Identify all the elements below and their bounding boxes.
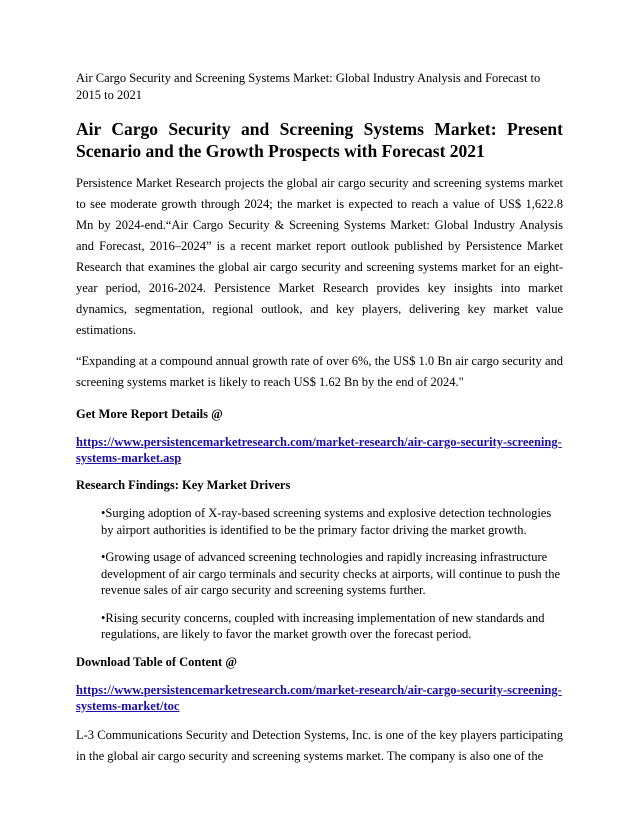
list-item: •Growing usage of advanced screening technologies and rapidly increasing infrastructure development of air cargo terminals and security checks at airports, will continue to push the revenue sales of air cargo security and screening systems further.	[101, 550, 561, 597]
report-details-link[interactable]: https://www.persistencemarketresearch.com/market-research/air-cargo-security-screening-systems-market.asp	[76, 435, 562, 465]
intro-paragraph: Persistence Market Research projects the global air cargo security and screening systems market to see moderate growth through 2024; the market is expected to reach a value of US$ 1,622.8 Mn by 2024-end.“Air Cargo Security & Screening Systems Market: Global Industry Analysis and Forecast, 2016–2024” is a recent market report outlook published by Persistence Market Research that examines the global air cargo security and screening systems market for an eight-year period, 2016-2024. Persistence Market Research provides key insights into market dynamics, segmentation, regional outlook, and key players, delivering key market value estimations.	[76, 176, 563, 337]
document-top-title: Air Cargo Security and Screening Systems Market: Global Industry Analysis and Forecast to 2015 to 2021	[76, 71, 541, 102]
main-heading: Air Cargo Security and Screening Systems Market: Present Scenario and the Growth Prospects with Forecast 2021	[76, 119, 563, 161]
toc-label: Download Table of Content @	[76, 654, 237, 669]
closing-paragraph: L-3 Communications Security and Detection Systems, Inc. is one of the key players participating in the global air cargo security and screening systems market. The company is also one of the	[76, 727, 563, 763]
findings-list	[76, 505, 563, 643]
document-page	[76, 70, 563, 777]
quote-paragraph: “Expanding at a compound annual growth rate of over 6%, the US$ 1.0 Bn air cargo security and screening systems market is likely to reach US$ 1.62 Bn by the end of 2024."	[76, 354, 563, 389]
findings-label: Research Findings: Key Market Drivers	[76, 478, 291, 492]
toc-link[interactable]: https://www.persistencemarketresearch.com/market-research/air-cargo-security-screening-systems-market/toc	[76, 682, 562, 713]
report-details-label: Get More Report Details @	[76, 407, 223, 421]
list-item: •Rising security concerns, coupled with increasing implementation of new standards and regulations, are likely to favor the market growth over the forecast period.	[101, 610, 545, 641]
list-item: •Surging adoption of X-ray-based screening systems and explosive detection technologies by airport authorities is identified to be the primary factor driving the market growth.	[101, 506, 552, 537]
